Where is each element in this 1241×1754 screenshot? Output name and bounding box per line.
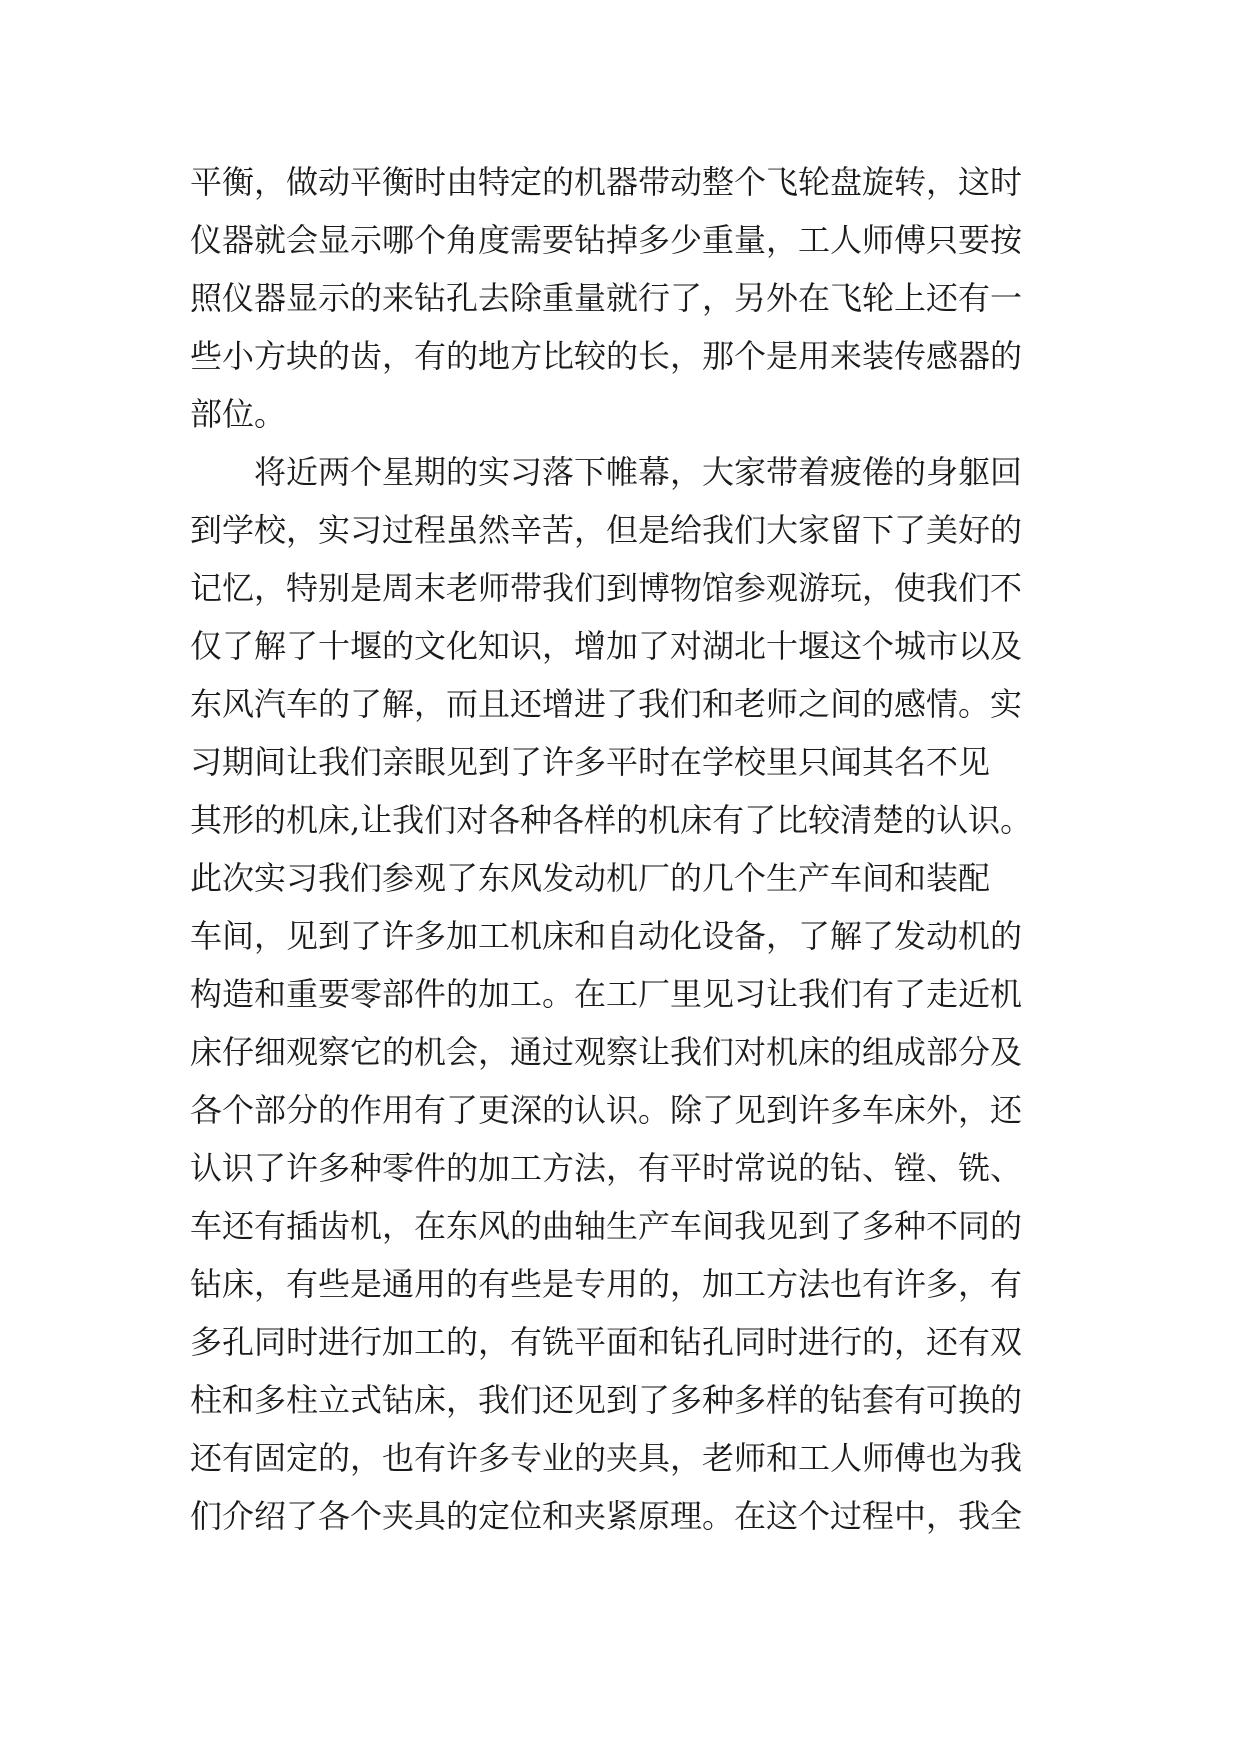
text-line: 照仪器显示的来钻孔去除重量就行了，另外在飞轮上还有一 [190, 279, 1023, 317]
text-line: 记忆，特别是周末老师带我们到博物馆参观游玩，使我们不 [190, 569, 1023, 607]
text-line: 钻床，有些是通用的有些是专用的，加工方法也有许多，有 [190, 1265, 1023, 1303]
text-line: 车还有插齿机，在东风的曲轴生产车间我见到了多种不同的 [190, 1207, 1023, 1245]
text-line: 床仔细观察它的机会，通过观察让我们对机床的组成部分及 [190, 1033, 1023, 1071]
text-line: 此次实习我们参观了东风发动机厂的几个生产车间和装配 [190, 859, 991, 897]
text-line: 习期间让我们亲眼见到了许多平时在学校里只闻其名不见 [190, 743, 991, 781]
text-line: 些小方块的齿，有的地方比较的长，那个是用来装传感器的 [190, 337, 1023, 375]
text-line: 各个部分的作用有了更深的认识。除了见到许多车床外，还 [190, 1091, 1023, 1129]
text-line: 认识了许多种零件的加工方法，有平时常说的钻、镗、铣、 [190, 1149, 1023, 1187]
text-line: 平衡，做动平衡时由特定的机器带动整个飞轮盘旋转，这时 [190, 163, 1023, 201]
text-line: 东风汽车的了解，而且还增进了我们和老师之间的感情。实 [190, 685, 1023, 723]
text-line: 车间，见到了许多加工机床和自动化设备，了解了发动机的 [190, 917, 1023, 955]
paragraph-start-line: 将近两个星期的实习落下帷幕，大家带着疲倦的身躯回 [254, 453, 1023, 491]
text-line: 其形的机床,让我们对各种各样的机床有了比较清楚的认识。 [190, 801, 1033, 839]
text-line: 构造和重要零部件的加工。在工厂里见习让我们有了走近机 [190, 975, 1023, 1013]
text-line: 仅了解了十堰的文化知识，增加了对湖北十堰这个城市以及 [190, 627, 1023, 665]
text-line: 仪器就会显示哪个角度需要钻掉多少重量，工人师傅只要按 [190, 221, 1023, 259]
text-line: 柱和多柱立式钻床，我们还见到了多种多样的钻套有可换的 [190, 1381, 1023, 1419]
text-line: 部位。 [190, 395, 287, 433]
text-line: 到学校，实习过程虽然辛苦，但是给我们大家留下了美好的 [190, 511, 1023, 549]
text-line: 们介绍了各个夹具的定位和夹紧原理。在这个过程中，我全 [190, 1497, 1023, 1535]
text-line: 多孔同时进行加工的，有铣平面和钻孔同时进行的，还有双 [190, 1323, 1023, 1361]
text-line: 还有固定的，也有许多专业的夹具，老师和工人师傅也为我 [190, 1439, 1023, 1477]
